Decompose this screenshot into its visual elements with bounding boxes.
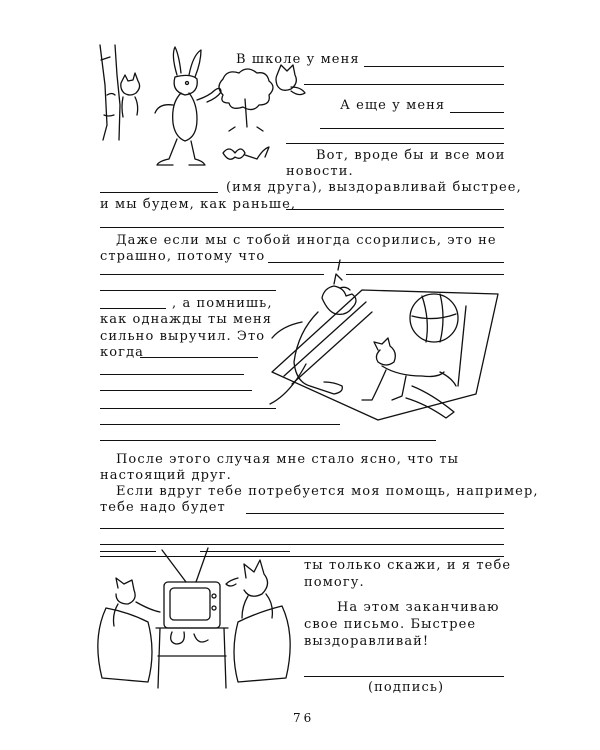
finish-line-3: выздоравливай! bbox=[304, 634, 430, 649]
remember-answer-line-2[interactable] bbox=[100, 374, 244, 375]
remember-answer-line-1[interactable] bbox=[140, 357, 258, 358]
remember-answer-line-4[interactable] bbox=[100, 408, 276, 409]
say-answer-line-mid[interactable] bbox=[200, 551, 290, 552]
also-answer-line-2[interactable] bbox=[320, 128, 504, 129]
remember-name-line[interactable] bbox=[100, 308, 166, 309]
quarrel-line-2: страшно, потому что bbox=[100, 249, 266, 264]
remember-line-3: сильно выручил. Это bbox=[100, 329, 266, 344]
say-answer-line-left[interactable] bbox=[100, 551, 156, 552]
finish-line-1: На этом заканчиваю bbox=[337, 600, 500, 615]
say-line-2: помогу. bbox=[304, 575, 365, 590]
also-label: А еще у меня bbox=[340, 98, 446, 113]
say-line-1: ты только скажи, и я тебе bbox=[304, 558, 512, 573]
friends-watching-tv-illustration bbox=[96, 548, 296, 698]
also-answer-line-3[interactable] bbox=[286, 143, 504, 144]
news-line-2: новости. bbox=[286, 164, 354, 179]
finish-line-2: свое письмо. Быстрее bbox=[304, 617, 477, 632]
school-answer-line-1[interactable] bbox=[364, 66, 504, 67]
signature-line[interactable] bbox=[304, 676, 504, 677]
after-line-1: После этого случая мне стало ясно, что ты bbox=[116, 452, 460, 467]
friend-name-text: (имя друга), выздоравливай быстрее, bbox=[226, 180, 522, 195]
as-before-text: и мы будем, как раньше, bbox=[100, 197, 297, 212]
wolf-and-friend-on-blanket-illustration bbox=[262, 266, 504, 442]
school-answer-line-2[interactable] bbox=[304, 84, 504, 85]
quarrel-answer-line-1[interactable] bbox=[268, 262, 504, 263]
help-line-2: тебе надо будет bbox=[100, 500, 226, 515]
school-label: В школе у меня bbox=[236, 52, 360, 67]
help-answer-line-1[interactable] bbox=[246, 513, 504, 514]
after-line-2: настоящий друг. bbox=[100, 468, 232, 483]
help-line-1: Если вдруг тебе потребуется моя помощь, например, bbox=[116, 484, 539, 499]
remember-line-1: , а помнишь, bbox=[172, 296, 273, 311]
quarrel-answer-line-3[interactable] bbox=[100, 290, 276, 291]
remember-answer-line-3[interactable] bbox=[100, 390, 252, 391]
quarrel-line-1: Даже если мы с тобой иногда ссорились, это не bbox=[116, 233, 497, 248]
remember-line-4: когда bbox=[100, 345, 145, 360]
page-number: 76 bbox=[293, 711, 315, 725]
remember-line-2: как однажды ты меня bbox=[100, 312, 273, 327]
as-before-answer-line-2[interactable] bbox=[100, 227, 504, 228]
friend-name-line[interactable] bbox=[100, 192, 218, 193]
help-answer-line-2[interactable] bbox=[100, 528, 504, 529]
as-before-answer-line[interactable] bbox=[286, 209, 504, 210]
signature-caption: (подпись) bbox=[368, 680, 445, 695]
also-answer-line-1[interactable] bbox=[450, 112, 504, 113]
news-line-1: Вот, вроде бы и все мои bbox=[316, 148, 506, 163]
help-answer-line-3[interactable] bbox=[100, 544, 504, 545]
